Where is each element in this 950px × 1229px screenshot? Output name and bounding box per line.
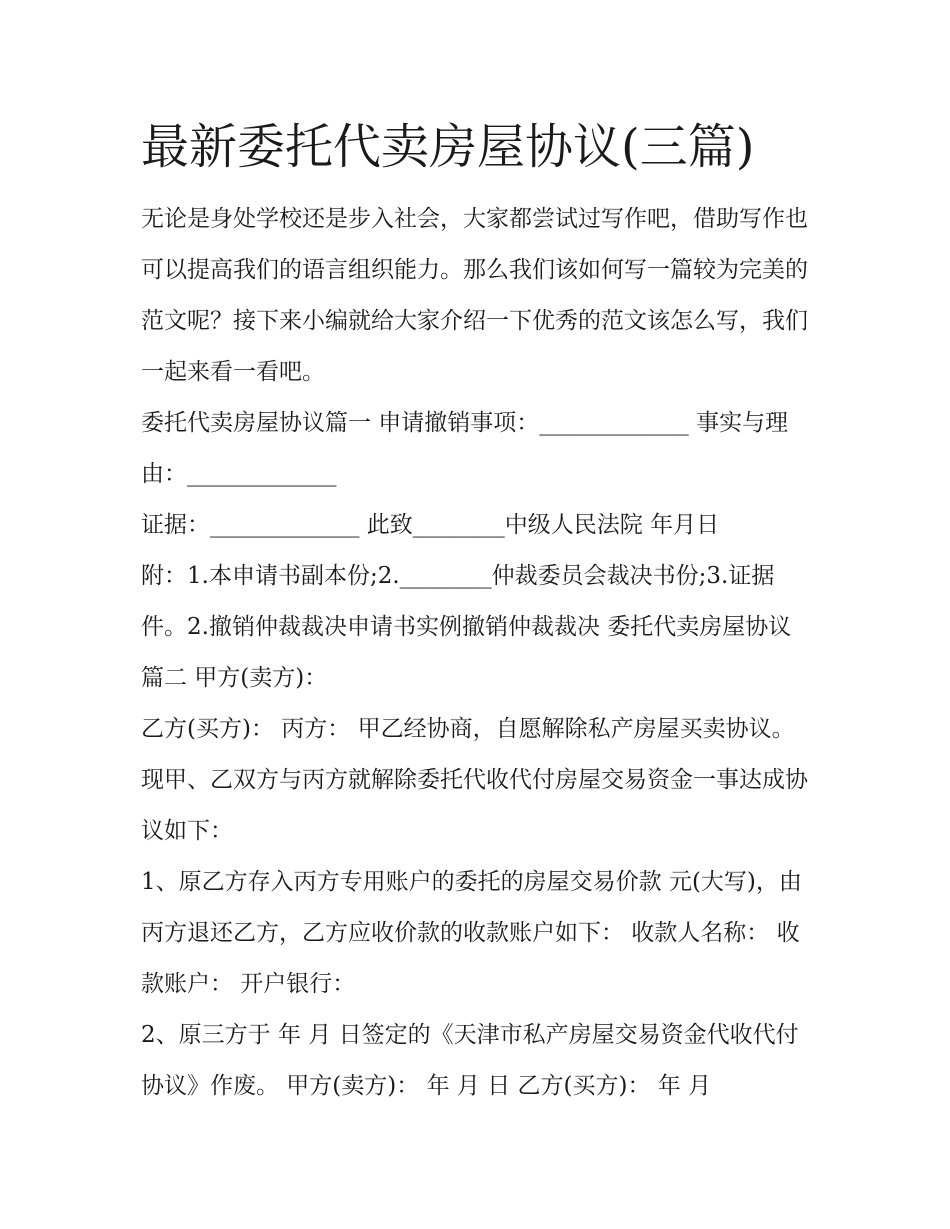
paragraph-application-items: 委托代卖房屋协议篇一 申请撤销事项：_____________ 事实与理由：_____________ [141,410,789,487]
document-page [141,112,813,1112]
paragraph-clause-1: 1、原乙方存入丙方专用账户的委托的房屋交易价款 元(大写)，由丙方退还乙方，乙方应收价款的收款账户如下： 收款人名称： 收款账户： 开户银行： [141,869,802,997]
paragraph-parties-agreement: 乙方(买方)： 丙方： 甲乙经协商，自愿解除私产房屋买卖协议。现甲、乙双方与丙方就解除委托代收代付房屋交易资金一事达成协议如下： [141,716,808,844]
paragraph-clause-2: 2、原三方于 年 月 日签定的《天津市私产房屋交易资金代收代付协议》作废。 甲方(卖方)： 年 月 日 乙方(买方)： 年 月 [141,1022,799,1099]
paragraph-evidence: 证据：_____________ 此致________中级人民法院 年月日 [141,512,720,538]
paragraph-attachments: 附：1.本申请书副本份;2.________仲裁委员会裁决书份;3.证据件。2.撤销仲裁裁决申请书实例撤销仲裁裁决 委托代卖房屋协议篇二 甲方(卖方)： [141,563,792,691]
document-title: 最新委托代卖房屋协议(三篇) [141,119,755,175]
intro-paragraph: 无论是身处学校还是步入社会，大家都尝试过写作吧，借助写作也可以提高我们的语言组织能力。那么我们该如何写一篇较为完美的范文呢？接下来小编就给大家介绍一下优秀的范文该怎么写，我们一起来看一看吧。 [141,206,808,385]
